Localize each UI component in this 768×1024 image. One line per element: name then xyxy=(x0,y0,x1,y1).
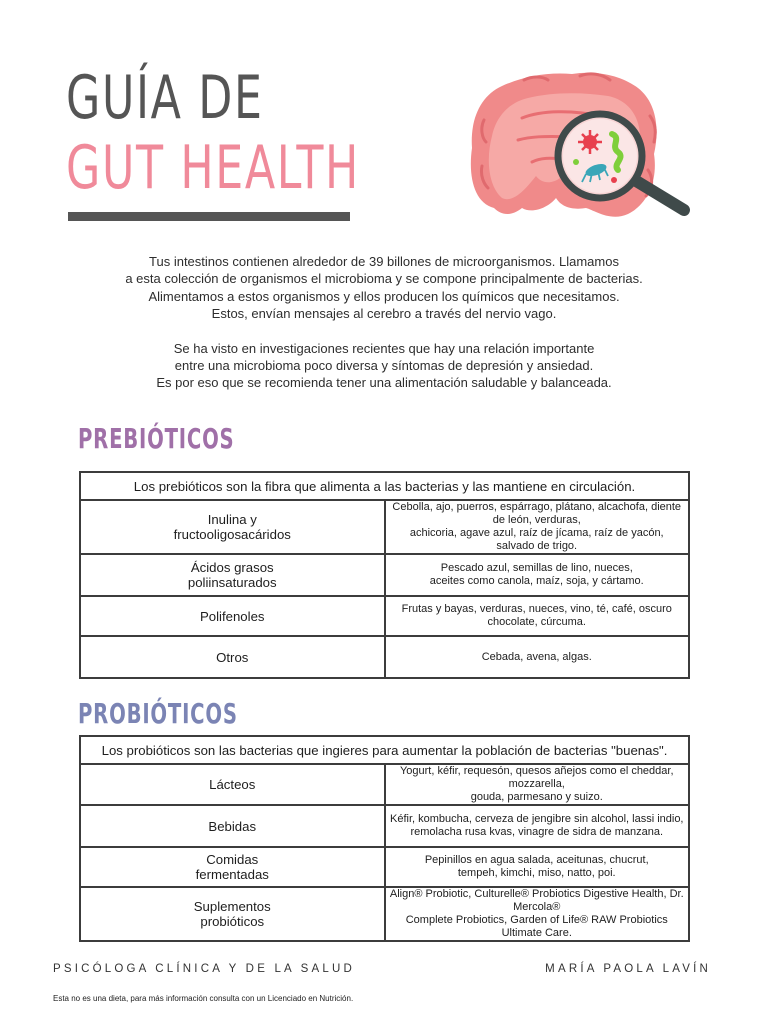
category-cell xyxy=(80,887,385,941)
examples-line: Cebada, avena, algas. xyxy=(481,650,592,663)
examples-cell xyxy=(385,596,690,636)
intestine-magnifier-icon xyxy=(462,58,702,228)
intro-line: Alimentamos a estos organismos y ellos producen los químicos que necesitamos. xyxy=(148,288,620,304)
table-row xyxy=(80,764,689,805)
examples-line: Align® Probiotic, Culturelle® Probiotics Digestive Health, Dr. Mercola® xyxy=(389,888,684,913)
examples-line: Pepinillos en agua salada, aceitunas, chucrut, xyxy=(424,854,649,866)
probioticos-table xyxy=(79,735,690,942)
category-line: probióticos xyxy=(200,914,265,929)
examples-line: gouda, parmesano y suizo. xyxy=(470,791,603,803)
probioticos-description: Los probióticos son las bacterias que ingieres para aumentar la población de bacterias "buenas". xyxy=(80,736,689,764)
table-row xyxy=(80,636,689,678)
category-line: Suplementos xyxy=(193,899,271,914)
category-cell xyxy=(80,847,385,887)
examples-line: remolacha rusa kvas, vinagre de sidra de manzana. xyxy=(410,826,664,838)
intro-line: Se ha visto en investigaciones recientes que hay una relación importante xyxy=(173,340,595,356)
examples-line: Complete Probiotics, Garden of Life® RAW Probiotics Ultimate Care. xyxy=(405,914,668,939)
table-row xyxy=(80,847,689,887)
intro-line: Tus intestinos contienen alrededor de 39 billones de microorganismos. Llamamos xyxy=(149,254,619,269)
category-line: Inulina y xyxy=(207,512,257,527)
table-row xyxy=(80,805,689,847)
examples-cell xyxy=(385,500,690,554)
category-cell xyxy=(80,554,385,596)
category-cell xyxy=(80,805,385,847)
title-line-2: GUT HEALTH xyxy=(66,133,360,203)
examples-line: Kéfir, kombucha, cerveza de jengibre sin alcohol, lassi indio, xyxy=(390,813,684,825)
category-line: Ácidos grasos xyxy=(190,560,274,575)
intro-text xyxy=(40,253,728,409)
category-cell xyxy=(80,596,385,636)
table-row xyxy=(80,596,689,636)
probioticos-title: PROBIÓTICOS xyxy=(78,697,238,730)
examples-line: Frutas y bayas, verduras, nueces, vino, té, café, oscuro chocolate, cúrcuma. xyxy=(401,603,672,628)
examples-cell xyxy=(385,764,690,805)
intro-line: Es por eso que se recomienda tener una alimentación saludable y balanceada. xyxy=(156,375,612,391)
examples-line: Cebolla, ajo, puerros, espárrago, plátano, alcachofa, diente de león, verduras, xyxy=(392,501,682,526)
examples-line: achicoria, agave azul, raíz de jícama, raíz de yacón, salvado de trigo. xyxy=(409,527,664,552)
examples-cell xyxy=(385,636,690,678)
prebioticos-description: Los prebióticos son la fibra que alimenta a las bacterias y las mantiene en circulación. xyxy=(80,472,689,500)
examples-line: Pescado azul, semillas de lino, nueces, xyxy=(440,562,633,574)
examples-line: aceites como canola, maíz, soja, y cártamo. xyxy=(429,575,644,587)
table-row xyxy=(80,500,689,554)
category-line: Lácteos xyxy=(209,777,256,792)
table-row xyxy=(80,554,689,596)
prebioticos-table xyxy=(79,471,690,679)
category-line: Bebidas xyxy=(208,818,257,834)
footer-author: MARÍA PAOLA LAVÍN xyxy=(545,963,711,975)
table-header-row xyxy=(80,472,689,500)
category-cell xyxy=(80,764,385,805)
table-row xyxy=(80,887,689,941)
footer-profession: PSICÓLOGA CLÍNICA Y DE LA SALUD xyxy=(53,963,356,975)
examples-cell xyxy=(385,554,690,596)
category-cell xyxy=(80,500,385,554)
intro-line: entre una microbioma poco diversa y síntomas de depresión y ansiedad. xyxy=(174,358,594,374)
category-line: Otros xyxy=(216,649,249,665)
category-line: Polifenoles xyxy=(199,608,265,624)
disclaimer: Esta no es una dieta, para más información consulta con un Licenciado en Nutrición. xyxy=(53,994,354,1003)
category-line: fermentadas xyxy=(195,867,269,882)
examples-line: Yogurt, kéfir, requesón, quesos añejos como el cheddar, mozzarella, xyxy=(399,765,674,790)
category-line: fructooligosacáridos xyxy=(173,527,291,542)
examples-cell xyxy=(385,887,690,941)
examples-line: tempeh, kimchi, miso, natto, poi. xyxy=(457,867,616,879)
title-line-1: GUÍA DE xyxy=(66,63,264,133)
category-line: poliinsaturados xyxy=(187,575,277,590)
examples-cell xyxy=(385,847,690,887)
intro-paragraph-2 xyxy=(40,340,728,392)
category-line: Comidas xyxy=(206,852,259,867)
table-header-row xyxy=(80,736,689,764)
prebioticos-title: PREBIÓTICOS xyxy=(78,422,235,455)
examples-cell xyxy=(385,805,690,847)
category-cell xyxy=(80,636,385,678)
title-underline-bar xyxy=(68,212,350,221)
intro-paragraph-1 xyxy=(40,253,728,323)
intro-line: a esta colección de organismos el microbioma y se compone principalmente de bacterias. xyxy=(125,271,643,287)
intro-line: Estos, envían mensajes al cerebro a través del nervio vago. xyxy=(211,306,557,322)
